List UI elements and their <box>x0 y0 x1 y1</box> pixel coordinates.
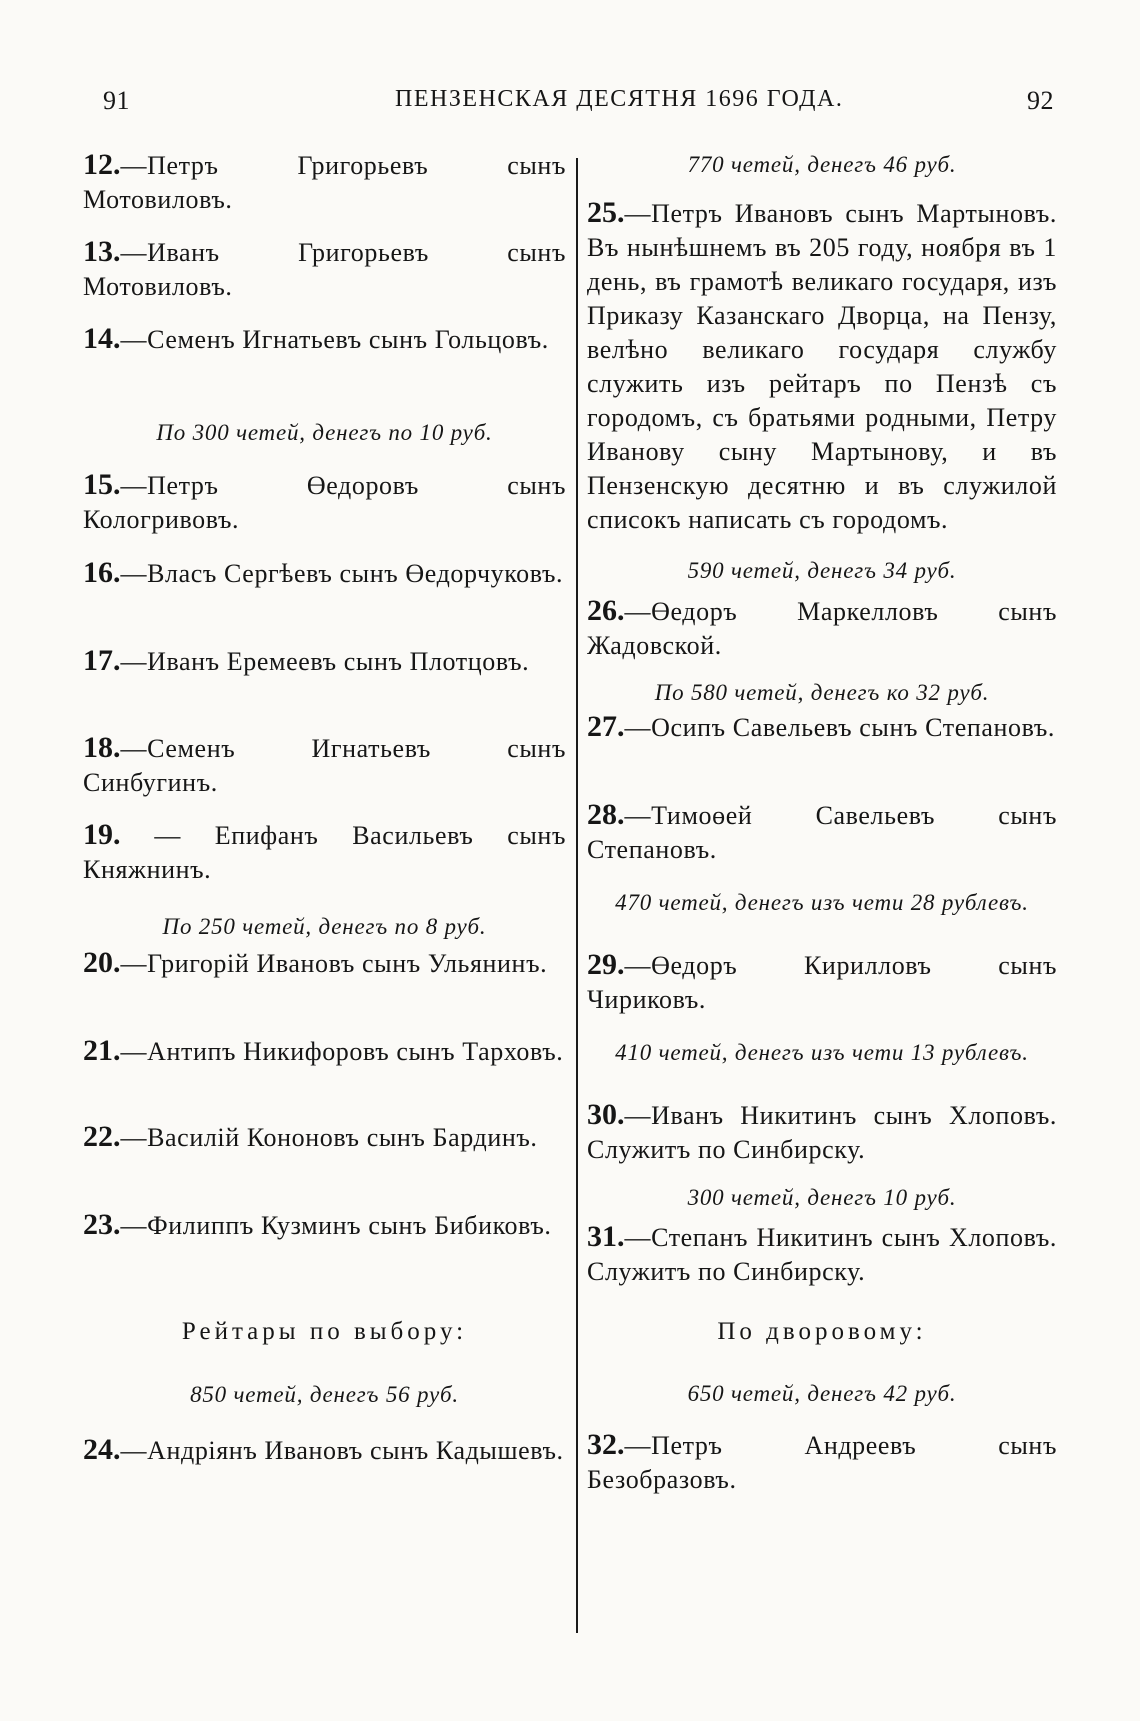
entry-text: —Антипъ Никифоровъ сынъ Тарховъ. <box>120 1037 564 1066</box>
entry-number: 24. <box>83 1433 121 1466</box>
record-entry <box>83 556 566 591</box>
page-number-right: 92 <box>1027 86 1054 115</box>
record-entry <box>83 148 566 217</box>
record-entry <box>83 731 566 800</box>
entry-number: 20. <box>83 946 121 979</box>
entry-number: 27. <box>587 710 625 743</box>
entry-text: —Иванъ Никитинъ сынъ Хлоповъ. Служитъ по Синбирску. <box>587 1101 1057 1164</box>
page-number-left: 91 <box>103 86 130 115</box>
entry-number: 23. <box>83 1208 121 1241</box>
entry-number: 28. <box>587 798 625 831</box>
entry-text: —Иванъ Еремеевъ сынъ Плотцовъ. <box>120 647 530 676</box>
entry-number: 22. <box>83 1120 121 1153</box>
entry-text: —Степанъ Никитинъ сынъ Хлоповъ. Служитъ по Синбирску. <box>587 1223 1057 1286</box>
record-entry <box>83 644 566 679</box>
record-entry <box>83 322 566 357</box>
entry-number: 15. <box>83 468 121 501</box>
record-entry <box>83 1208 566 1243</box>
allotment-subheading: 770 четей, денегъ 46 руб. <box>687 152 957 177</box>
allotment-subheading: 590 четей, денегъ 34 руб. <box>687 558 957 583</box>
entry-text: —Тимоөей Савельевъ сынъ Степановъ. <box>587 801 1057 864</box>
allotment-subheading: По 250 четей, денегъ по 8 руб. <box>162 914 487 939</box>
entry-text: —Петръ Өедоровъ сынъ Кологривовъ. <box>83 471 566 534</box>
record-entry <box>587 1428 1057 1497</box>
entry-text: —Власъ Сергѣевъ сынъ Өедорчуковъ. <box>120 559 564 588</box>
record-entry <box>83 818 566 887</box>
entry-number: 12. <box>83 148 121 181</box>
record-entry <box>587 196 1057 537</box>
record-entry <box>587 594 1057 663</box>
entry-text: —Осипъ Савельевъ сынъ Степановъ. <box>624 713 1055 742</box>
entry-text: —Филиппъ Кузминъ сынъ Бибиковъ. <box>120 1211 552 1240</box>
record-entry <box>587 1220 1057 1289</box>
entry-text: — Епифанъ Васильевъ сынъ Княжнинъ. <box>83 821 566 884</box>
allotment-subheading: 850 четей, денегъ 56 руб. <box>190 1382 459 1407</box>
entry-text: —Иванъ Григорьевъ сынъ Мотовиловъ. <box>83 238 566 301</box>
entry-number: 16. <box>83 556 121 589</box>
section-heading: По дворовому: <box>717 1318 927 1345</box>
section-heading: Рейтары по выбору: <box>181 1318 468 1345</box>
entry-text: —Өедоръ Кирилловъ сынъ Чириковъ. <box>587 951 1057 1014</box>
entry-number: 13. <box>83 235 121 268</box>
record-entry <box>587 948 1057 1017</box>
entry-number: 19. <box>83 818 121 851</box>
record-entry <box>587 710 1057 745</box>
entry-number: 18. <box>83 731 121 764</box>
entry-number: 29. <box>587 948 625 981</box>
record-entry <box>83 1120 566 1155</box>
entry-number: 21. <box>83 1034 121 1067</box>
entry-number: 32. <box>587 1428 625 1461</box>
allotment-subheading: По 300 четей, денегъ по 10 руб. <box>156 420 493 445</box>
column-divider <box>576 158 578 1633</box>
entry-number: 26. <box>587 594 625 627</box>
entry-text: —Семенъ Игнатьевъ сынъ Синбугинъ. <box>83 734 566 797</box>
entry-text: —Өедоръ Маркелловъ сынъ Жадовской. <box>587 597 1057 660</box>
entry-number: 14. <box>83 322 121 355</box>
entry-text: —Петръ Григорьевъ сынъ Мотовиловъ. <box>83 151 566 214</box>
record-entry <box>587 1098 1057 1167</box>
allotment-subheading: 470 четей, денегъ изъ чети 28 рублевъ. <box>615 890 1029 915</box>
entry-text: —Василій Кононовъ сынъ Бардинъ. <box>120 1123 538 1152</box>
allotment-subheading: 650 четей, денегъ 42 руб. <box>687 1381 957 1406</box>
entry-number: 25. <box>587 196 625 229</box>
allotment-subheading: 300 четей, денегъ 10 руб. <box>687 1185 957 1210</box>
record-entry <box>83 1034 566 1069</box>
record-entry <box>587 798 1057 867</box>
record-entry <box>83 946 566 981</box>
entry-text: —Григорій Ивановъ сынъ Ульянинъ. <box>120 949 548 978</box>
entry-text: —Петръ Ивановъ сынъ Мартыновъ. Въ нынѣшнемъ въ 205 году, ноября въ 1 день, въ грамотѣ великаго государя, изъ Приказу Казанскаго Дворца, на Пензу, велѣно великаго государя службу служить изъ рейтаръ по Пензѣ съ городомъ, съ братьями родными, Петру Иванову сыну Мартынову, и въ Пензенскую десятню и въ служилой списокъ написать съ городомъ. <box>587 199 1057 534</box>
entry-number: 17. <box>83 644 121 677</box>
allotment-subheading: По 580 четей, денегъ ко 32 руб. <box>654 680 990 705</box>
entry-text: —Андріянъ Ивановъ сынъ Кадышевъ. <box>120 1436 564 1465</box>
record-entry <box>83 1433 566 1468</box>
entry-number: 30. <box>587 1098 625 1131</box>
allotment-subheading: 410 четей, денегъ изъ чети 13 рублевъ. <box>615 1040 1029 1065</box>
record-entry <box>83 468 566 537</box>
entry-text: —Петръ Андреевъ сынъ Безобразовъ. <box>587 1431 1057 1494</box>
entry-number: 31. <box>587 1220 625 1253</box>
record-entry <box>83 235 566 304</box>
running-title: ПЕНЗЕНСКАЯ ДЕСЯТНЯ 1696 ГОДА. <box>395 86 844 112</box>
entry-text: —Семенъ Игнатьевъ сынъ Гольцовъ. <box>120 325 549 354</box>
